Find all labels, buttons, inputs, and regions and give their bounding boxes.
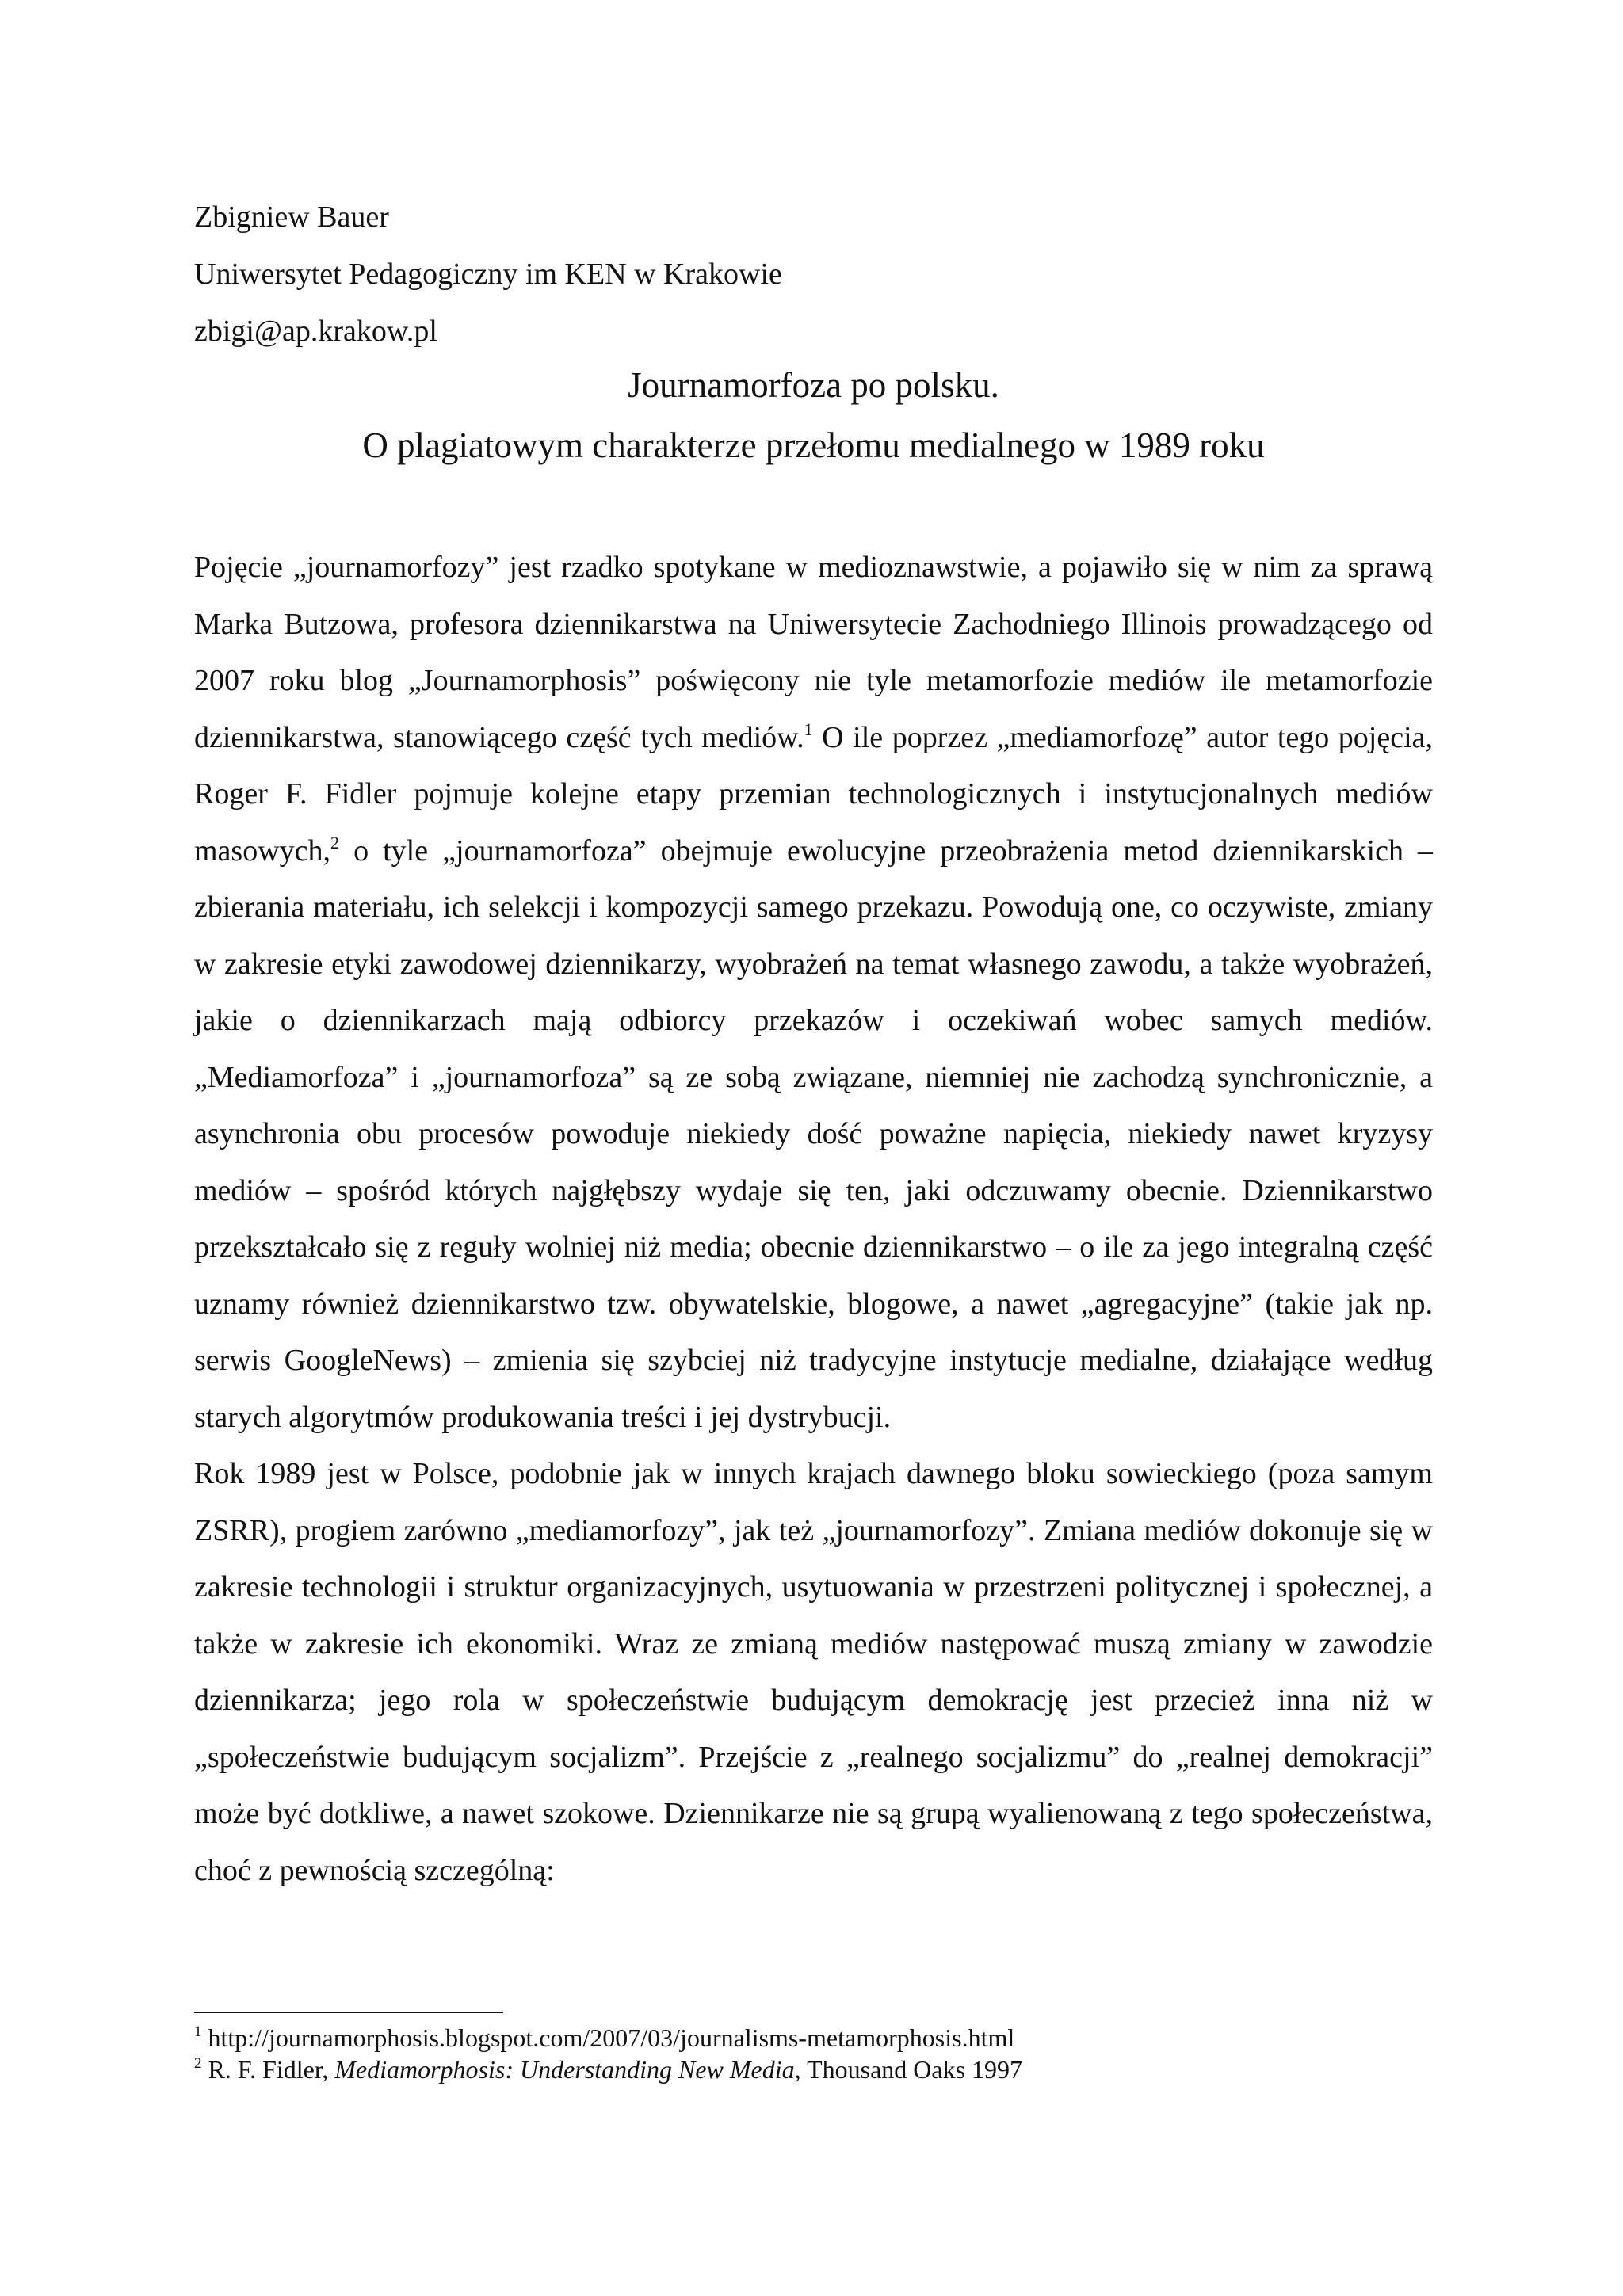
footnote-2-number: 2 xyxy=(194,2055,202,2072)
footnote-2-book-title: Mediamorphosis: Understanding New Media xyxy=(334,2055,795,2084)
title-line-1: Journamorfoza po polsku. xyxy=(628,365,999,405)
paragraph-1-text-b: O ile poprzez „mediamorfozę” autor tego pojęcia, Roger F. Fidler pojmuje kolejne etapy przemian technologicznych i instytucjonalnych mediów masowych, xyxy=(194,720,1434,868)
author-email: zbigi@ap.krakow.pl xyxy=(194,315,437,348)
footnote-2-suffix: , Thousand Oaks 1997 xyxy=(794,2055,1023,2084)
author-affiliation: Uniwersytet Pedagogiczny im KEN w Krakowie xyxy=(194,257,782,291)
footnote-ref-1: 1 xyxy=(804,719,813,739)
author-block xyxy=(194,189,1430,360)
paper-title xyxy=(194,355,1433,475)
paragraph-1-text-c: o tyle „journamorfoza” obejmuje ewolucyjne przeobrażenia metod dziennikarskich – zbierania materiału, ich selekcji i kompozycji samego przekazu. Powodują one, co oczywiste, zmiany w zakresie etyki zawodowej dziennikarzy, wyobrażeń na temat własnego zawodu, a także wyobrażeń, jakie o dziennikarzach mają odbiorcy przekazów i oczekiwań wobec samych mediów. „Mediamorfoza” i „journamorfoza” są ze sobą związane, niemniej nie zachodzą synchronicznie, a asynchronia obu procesów powoduje niekiedy dość poważne napięcia, niekiedy nawet kryzysy mediów – spośród których najgłębszy wydaje się ten, jaki odczuwamy obecnie. Dziennikarstwo przekształcało się z reguły wolniej niż media; obecnie dziennikarstwo – o ile za jego integralną część uznamy również dziennikarstwo tzw. obywatelskie, blogowe, a nawet „agregacyjne” (takie jak np. serwis GoogleNews) – zmienia się szybciej niż tradycyjne instytucje medialne, działające według starych algorytmów produkowania treści i jej dystrybucji. xyxy=(194,833,1433,1434)
footnote-1-number: 1 xyxy=(194,2023,202,2040)
author-name: Zbigniew Bauer xyxy=(194,200,389,234)
body-text xyxy=(194,540,1433,1899)
footnotes xyxy=(194,2022,1430,2085)
footnote-ref-2: 2 xyxy=(330,832,340,852)
footnote-1-text: http://journamorphosis.blogspot.com/2007/03/journalisms-metamorphosis.html xyxy=(201,2023,1015,2052)
footnote-1 xyxy=(194,2022,1430,2054)
paragraph-1-text-a: Pojęcie „journamorfozy” jest rzadko spotykane w medioznawstwie, a pojawiło się w nim za sprawą Marka Butzowa, profesora dziennikarstwa na Uniwersytecie Zachodniego Illinois prowadzącego od 2007 roku blog „Journamorphosis” poświęcony nie tyle metamorfozie mediów ile metamorfozie dziennikarstwa, stanowiącego część tych mediów. xyxy=(194,551,1433,754)
footnote-2 xyxy=(194,2054,1430,2085)
paragraph-2: Rok 1989 jest w Polsce, podobnie jak w innych krajach dawnego bloku sowieckiego (poza samym ZSRR), progiem zarówno „mediamorfozy”, jak też „journamorfozy”. Zmiana mediów dokonuje się w zakresie technologii i struktur organizacyjnych, usytuowania w przestrzeni politycznej i społecznej, a także w zakresie ich ekonomiki. Wraz ze zmianą mediów następować muszą zmiany w zawodzie dziennikarza; jego rola w społeczeństwie budującym demokrację jest przecież inna niż w „społeczeństwie budującym socjalizm”. Przejście z „realnego socjalizmu” do „realnej demokracji” może być dotkliwe, a nawet szokowe. Dziennikarze nie są grupą wyalienowaną z tego społeczeństwa, choć z pewnością szczególną: xyxy=(194,1457,1433,1887)
title-line-2: O plagiatowym charakterze przełomu medialnego w 1989 roku xyxy=(362,425,1265,465)
paragraph-1 xyxy=(194,540,1433,1446)
footnote-2-prefix: R. F. Fidler, xyxy=(201,2055,335,2084)
footnote-separator xyxy=(194,2012,503,2013)
